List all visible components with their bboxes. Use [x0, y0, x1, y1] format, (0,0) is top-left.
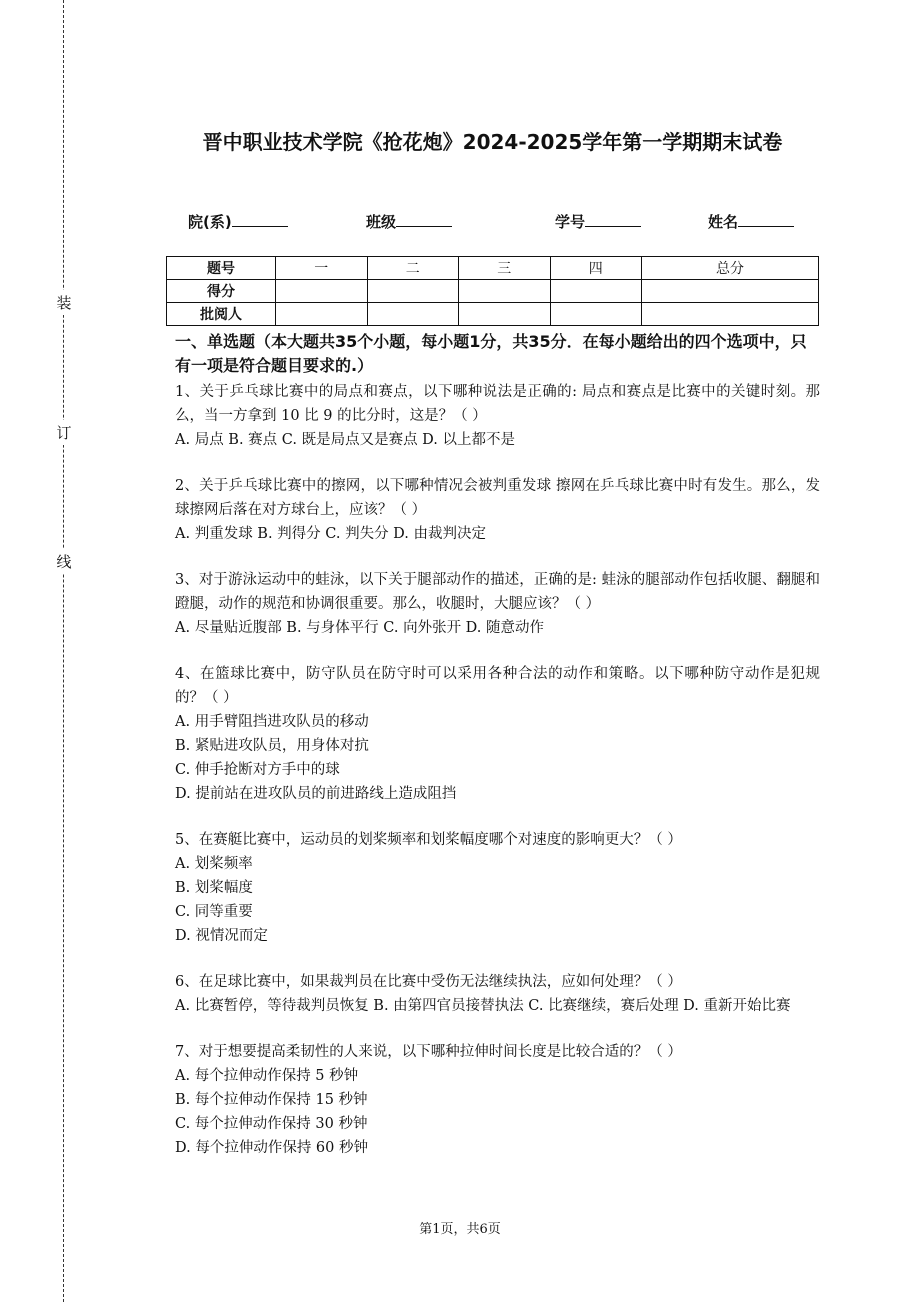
question-item: [175, 1040, 820, 1160]
student-id-blank[interactable]: [585, 210, 641, 227]
question-option: A. 每个拉伸动作保持 5 秒钟: [175, 1068, 359, 1084]
question-option: C. 每个拉伸动作保持 30 秒钟: [175, 1116, 368, 1132]
section-heading: 一、单选题（本大题共35个小题，每小题1分，共35分．在每小题给出的四个选项中，只有一项是符合题目要求的.）: [175, 332, 807, 375]
score-cell[interactable]: [367, 280, 459, 303]
question-option: B. 紧贴进攻队员，用身体对抗: [175, 738, 369, 754]
info-department: 院(系): [188, 210, 288, 232]
score-header-cell: 题号: [167, 257, 276, 280]
score-table-row: [167, 280, 819, 303]
score-cell[interactable]: [459, 280, 551, 303]
question-item: [175, 662, 820, 806]
question-option: A. 局点 B. 赛点 C. 既是局点又是赛点 D. 以上都不是: [175, 432, 516, 448]
student-info-row: [0, 210, 920, 234]
info-class: 班级: [366, 210, 452, 232]
question-option: D. 视情况而定: [175, 928, 268, 944]
question-option: A. 用手臂阻挡进攻队员的移动: [175, 714, 369, 730]
score-cell[interactable]: [276, 303, 368, 326]
questions-section: [175, 330, 820, 1182]
question-stem: 2、关于乒乓球比赛中的擦网，以下哪种情况会被判重发球 擦网在乒乓球比赛中时有发生。那么，发球擦网后落在对方球台上，应该？（ ）: [175, 478, 820, 518]
score-header-cell: 一: [276, 257, 368, 280]
score-cell[interactable]: [550, 303, 642, 326]
page-footer: 第1页，共6页: [419, 1222, 501, 1237]
score-header-cell: 总分: [642, 257, 819, 280]
score-table-header-row: [167, 257, 819, 280]
info-student-id: 学号: [555, 210, 641, 232]
score-cell[interactable]: [642, 280, 819, 303]
question-item: [175, 474, 820, 546]
class-blank[interactable]: [396, 210, 452, 227]
question-option: D. 每个拉伸动作保持 60 秒钟: [175, 1140, 368, 1156]
score-cell[interactable]: [276, 280, 368, 303]
score-row-label: 得分: [167, 280, 276, 303]
score-header-cell: 二: [367, 257, 459, 280]
question-option: A. 尽量贴近腹部 B. 与身体平行 C. 向外张开 D. 随意动作: [175, 620, 545, 636]
question-option: C. 同等重要: [175, 904, 253, 920]
question-stem: 1、关于乒乓球比赛中的局点和赛点，以下哪种说法是正确的: 局点和赛点是比赛中的关键时刻。那么，当一方拿到 10 比 9 的比分时，这是？（ ）: [175, 384, 820, 424]
question-item: [175, 568, 820, 640]
question-item: [175, 828, 820, 948]
question-option: C. 伸手抢断对方手中的球: [175, 762, 340, 778]
question-option: B. 每个拉伸动作保持 15 秒钟: [175, 1092, 368, 1108]
question-item: [175, 380, 820, 452]
department-blank[interactable]: [232, 210, 288, 227]
name-blank[interactable]: [738, 210, 794, 227]
question-option: D. 提前站在进攻队员的前进路线上造成阻挡: [175, 786, 457, 802]
exam-title: 晋中职业技术学院《抢花炮》2024-2025学年第一学期期末试卷: [202, 130, 783, 154]
question-option: B. 划桨幅度: [175, 880, 253, 896]
binding-char-xian: 线: [56, 549, 72, 574]
question-stem: 4、在篮球比赛中，防守队员在防守时可以采用各种合法的动作和策略。以下哪种防守动作是犯规的？（ ）: [175, 666, 820, 706]
score-table: [166, 256, 819, 326]
binding-dashed-line: [63, 0, 64, 1302]
question-stem: 3、对于游泳运动中的蛙泳，以下关于腿部动作的描述，正确的是: 蛙泳的腿部动作包括收腿、翻腿和蹬腿，动作的规范和协调很重要。那么，收腿时，大腿应该？（ ）: [175, 572, 820, 612]
score-table-row: [167, 303, 819, 326]
question-option: A. 判重发球 B. 判得分 C. 判失分 D. 由裁判决定: [175, 526, 487, 542]
score-cell[interactable]: [550, 280, 642, 303]
question-option: A. 比赛暂停，等待裁判员恢复 B. 由第四官员接替执法 C. 比赛继续，赛后处理 D. 重新开始比赛: [175, 998, 791, 1014]
question-item: [175, 970, 820, 1018]
question-stem: 6、在足球比赛中，如果裁判员在比赛中受伤无法继续执法，应如何处理？（ ）: [175, 974, 682, 990]
score-header-cell: 四: [550, 257, 642, 280]
binding-char-ding: 订: [56, 420, 72, 445]
question-stem: 7、对于想要提高柔韧性的人来说，以下哪种拉伸时间长度是比较合适的？（ ）: [175, 1044, 682, 1060]
score-header-cell: 三: [459, 257, 551, 280]
question-option: A. 划桨频率: [175, 856, 253, 872]
info-name: 姓名: [708, 210, 794, 232]
score-cell[interactable]: [642, 303, 819, 326]
score-row-label: 批阅人: [167, 303, 276, 326]
question-stem: 5、在赛艇比赛中，运动员的划桨频率和划桨幅度哪个对速度的影响更大？（ ）: [175, 832, 682, 848]
score-cell[interactable]: [367, 303, 459, 326]
binding-char-zhuang: 装: [56, 290, 72, 315]
score-cell[interactable]: [459, 303, 551, 326]
